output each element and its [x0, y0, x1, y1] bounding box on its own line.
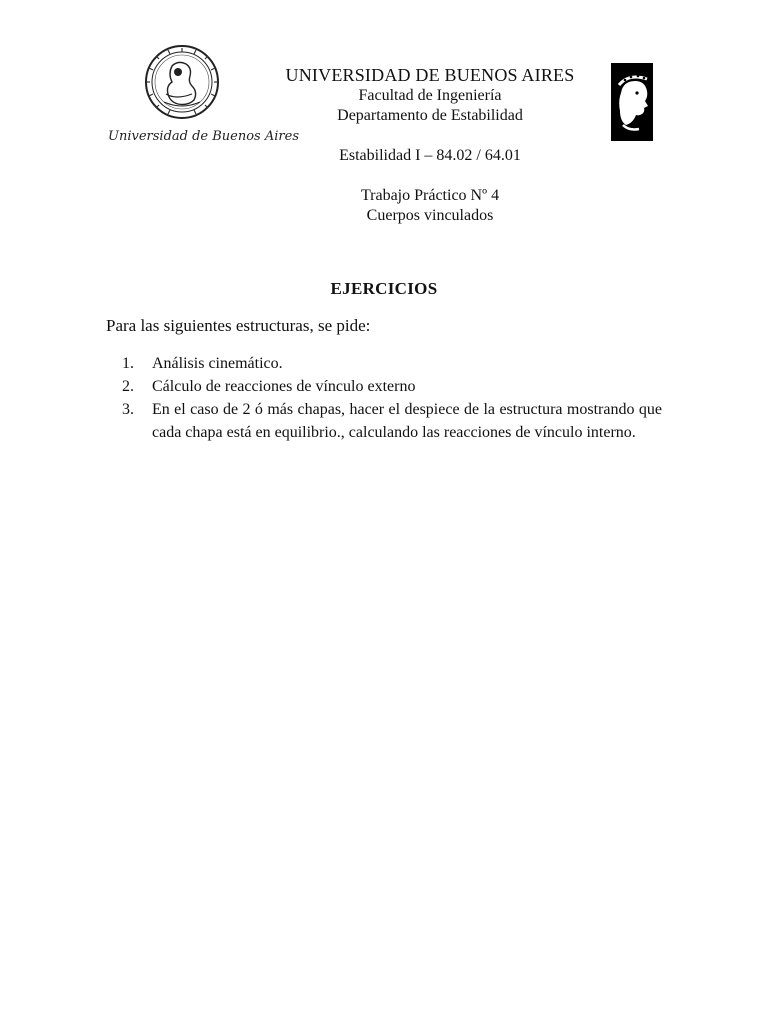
list-item-text: En el caso de 2 ó más chapas, hacer el despiece de la estructura mostrando que cada chapa está en equilibrio., calculando las reacciones de vínculo interno.: [152, 401, 662, 441]
section-title: EJERCICIOS: [330, 279, 438, 298]
assignment-topic: Cuerpos vinculados: [366, 207, 494, 224]
university-title: UNIVERSIDAD DE BUENOS AIRES: [285, 65, 575, 85]
list-item-number: 1.: [122, 355, 134, 372]
requirements-list: [106, 352, 662, 444]
list-item: [106, 398, 662, 444]
faculty-name: Facultad de Ingeniería: [358, 87, 502, 104]
list-item: [106, 375, 662, 398]
fiuba-logo-icon: [611, 63, 653, 141]
assignment-title: Trabajo Práctico Nº 4: [360, 187, 500, 204]
intro-text: Para las siguientes estructuras, se pide:: [106, 316, 371, 335]
list-item-number: 3.: [122, 401, 134, 418]
header-block: [260, 64, 600, 226]
list-item: [106, 352, 662, 375]
uba-seal-icon: [106, 44, 299, 144]
list-item-text: Cálculo de reacciones de vínculo externo: [152, 378, 416, 395]
list-item-text: Análisis cinemático.: [152, 355, 283, 372]
course-code: Estabilidad I – 84.02 / 64.01: [339, 147, 521, 164]
seal-caption: Universidad de Buenos Aires: [108, 129, 299, 144]
list-item-number: 2.: [122, 378, 134, 395]
department-name: Departamento de Estabilidad: [337, 107, 523, 124]
